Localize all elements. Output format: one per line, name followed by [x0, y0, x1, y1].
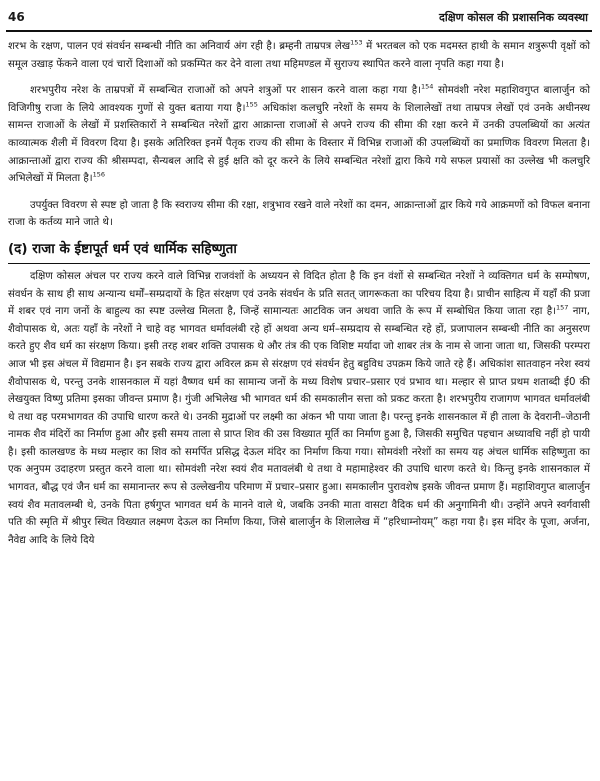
footnote-ref-154: 154 — [421, 82, 434, 91]
paragraph-3: उपर्युक्त विवरण से स्पष्ट हो जाता है कि स्वराज्य सीमा की रक्षा, शत्रुभाव रखने वाले नरेशों का दमन, आक्रान्ताओं द्वार किये गये आक्रमणों को विफल बनाना राजा के कर्तव्य माने जाते थे। — [8, 199, 590, 229]
paragraph-2-rest: अधिकांश कलचुरि नरेशों के समय के शिलालेखों तथा ताम्रपत्र लेखों एवं उनके अधीनस्थ सामन्त राजाओं के लेखों में प्रशस्तिकारों ने सम्बन्धित नरेशों द्वारा आक्रान्ता राजाओं से अपने राज्य की सीमा की रक्षा करने में उनकी उपलब्धियों का अत्यंत काव्यात्मक शैली में विवरण दिया है। इसके अतिरिक्त इनमें पैतृक राज्य की सीमा के विस्तार में विभिन्न राजाओं की उपलब्धियों का प्रमाणिक विवरण मिलता है। आक्रान्ताओं द्वारा राज्य की श्रीसम्पदा, सैन्यबल आदि से हुई क्षति को दूर करने के लिये सम्बन्धित नरेशों द्वारा किये गये सफल प्रयासों का उल्लेख भी कलचुरि अभिलेखों में मिलता है। — [8, 102, 590, 185]
footnote-ref-153: 153 — [350, 38, 363, 47]
paragraph-4 — [8, 268, 590, 550]
paragraph-1 — [8, 38, 590, 73]
paragraph-4-rest: नाग, शैवोपासक थे, अतः यहाँ के नरेशों ने चाहे वह भागवत धर्मावलंबी रहे हों अथवा अन्य धर्म–सम्प्रदाय से सम्बन्धित रहे हों, प्रजापालन सम्बन्धी नीति का अनुसरण करते हुए शैव धर्म का संरक्षण किया। इसी तरह शबर शक्ति उपासक थे और तंत्र की एक विशिष्ट मर्यादा जो शाबर तंत्र के नाम से जाना जाता था, जिसकी परम्परा आज भी इस अंचल में विद्यमान है। इन सबके राज्य द्वारा अविरल क्रम से संरक्षण एवं संवर्धन हेतु बहुविध उपक्रम किये जाते रहे हैं। अधिकांश सातवाहन नरेश स्वयं शैवोपासक थे, परन्तु उनके शासनकाल में यहां वैष्णव धर्म का सामान्य जनों के मध्य विशेष प्रचार–प्रसार एवं प्रभाव था। मल्हार से प्राप्त प्रथम शताब्दी ई0 की लेखयुक्त विष्णु प्रतिमा इसका जीवन्त प्रमाण है। गुंजी अभिलेख भी भागवत धर्म की समकालीन सत्ता को प्रकट करता है। शरभपुरीय राजागण भागवत धर्मावलंबी थे तथा वह परमभागवत की उपाधि धारण करते थे। उनकी मुद्राओं पर लक्ष्मी का अंकन भी पाया जाता है। परन्तु इनके शासनकाल में ही ताला के देवरानी–जेठानी नामक शैव मंदिरों का निर्माण हुआ और इसी समय ताला से प्राप्त शिव की उस विख्यात मूर्ति का निर्माण हुआ है, जिसकी समुचित पहचान अध्यावधि नहीं हो पायी है। इसी कालखण्ड के मध्य मल्हार का शिव को समर्पित प्रसिद्ध देऊल मंदिर का निर्माण किया गया। सोमवंशी नरेशों का समय यह अंचल धार्मिक सहिष्णुता का एक अनुपम उदाहरण प्रस्तुत करने वाला था। सोमवंशी नरेश स्वयं शैव मतावलंबी थे तथा वे महामाहेश्वर की उपाधि धारण करते थे। किन्तु इनके शासनकाल में भागवत, बौद्ध एवं जैन धर्म का समानान्तर रूप से उल्लेखनीय परिमाण में प्रचार–प्रसार हुआ। समकालीन पुरावशेष इसके जीवन्त प्रमाण हैं। महाशिवगुप्त बालार्जुन स्वयं शैव मतावलम्बी थे, उनके पिता हर्षगुप्त भागवत धर्म के मानने वाले थे, जबकि उनकी माता वासटा वैदिक धर्म की अनुगामिनी थी। उन्होंने अपने स्वर्गवासी पति की स्मृति में श्रीपुर स्थित विख्यात लक्ष्मण देऊल का निर्माण किया, जिसे बालार्जुन के शिलालेख में “हरिधाम्नोयम्” कहा गया है। इस मंदिर के पूजा, अर्जना, नैवेद्य आदि के लिये दिये — [8, 306, 590, 546]
paragraph-2-mid: सोमवंशी नरेश महाशिवगुप्त बालार्जुन को विजिगीषु राजा के लिये आवश्यक गुणों से युक्त बताया गया है। — [8, 85, 590, 114]
page-header — [6, 8, 592, 32]
paragraph-2 — [8, 82, 590, 188]
body-text — [8, 38, 590, 549]
paragraph-2-text: शरभपुरीय नरेश के ताम्रपत्रों में सम्बन्धित राजाओं को अपने शत्रुओं पर शासन करने वाला कहा गया है। — [30, 85, 421, 97]
page-number: 46 — [8, 10, 25, 24]
paragraph-1-rest: में भरतबल को एक मदमस्त हाथी के समान शत्रुरूपी वृक्षों को समूल उखाड़ फेंकने वाला एवं चारों दिशाओं को प्रकम्पित कर देने वाला तथा महिमण्डल में सुराज्य स्थापित करने वाला नृपति कहा गया है। — [8, 41, 591, 70]
footnote-ref-157: 157 — [556, 303, 569, 312]
footnote-ref-155: 155 — [245, 100, 258, 109]
running-title: दक्षिण कोसल की प्रशासनिक व्यवस्था — [439, 11, 588, 24]
paragraph-1-text: शरभ के रक्षण, पालन एवं संवर्धन सम्बन्धी नीति का अनिवार्य अंग रही है। ब्रम्हनी ताम्रपत्र लेख — [8, 41, 351, 52]
footnote-ref-156: 156 — [92, 170, 106, 179]
paragraph-4-text: दक्षिण कोसल अंचल पर राज्य करने वाले विभिन्न राजवंशों के अध्ययन से विदित होता है कि इन वंशों से सम्बन्धित नरेशों ने व्यक्तिगत धर्म के सम्पोषण, संवर्धन के साथ ही साथ अन्यान्य धर्मों–सम्प्रदायों के हित संरक्षण एवं उनके संवर्धन के प्रति सतत् जागरूकता का परिचय दिया है। प्राचीन साहित्य में यहाँ की प्रजा में शबर एवं नाग जनों के बाहुल्य का स्पष्ट उल्लेख मिलता है, जिन्हें सामान्यतः आटविक जन अथवा जाति के रूप में सम्बोधित किया जाता रहा है। — [8, 270, 590, 318]
section-heading: (द) राजा के ईष्टापूर्त धर्म एवं धार्मिक सहिष्णुता — [8, 238, 590, 264]
